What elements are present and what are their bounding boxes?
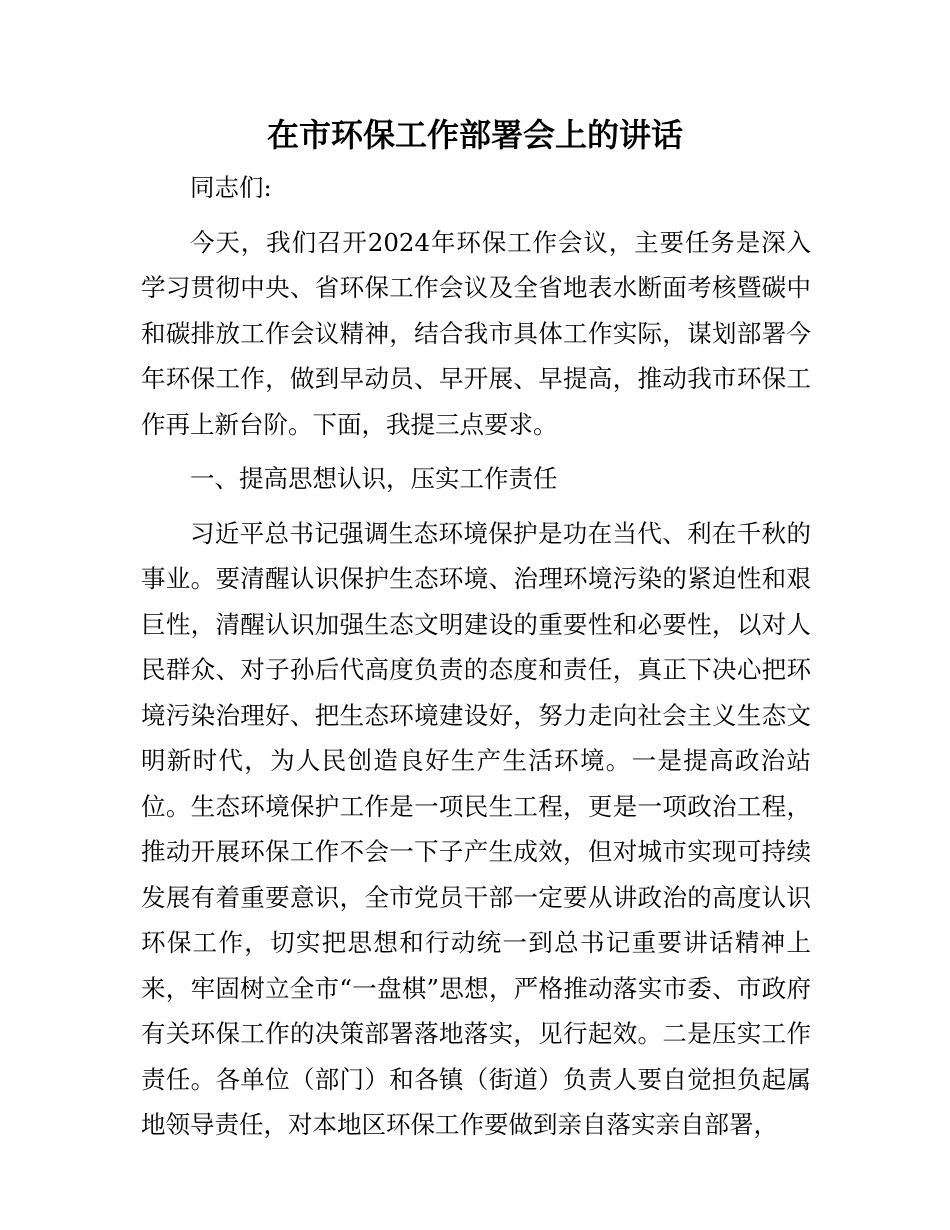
document-title: 在市环保工作部署会上的讲话 — [266, 116, 683, 154]
paragraph-intro: 今天，我们召开2024年环保工作会议，主要任务是深入学习贯彻中央、省环保工作会议及全省地表水断面考核暨碳中和碳排放工作会议精神，结合我市具体工作实际，谋划部署今年环保工作，做到早动员、早开展、早提高，推动我市环保工作再上新台阶。下面，我提三点要求。 — [141, 227, 811, 439]
document-body — [141, 165, 811, 1148]
section-heading-1: 一、提高思想认识，压实工作责任 — [190, 464, 558, 493]
greeting: 同志们: — [190, 173, 272, 202]
paragraph-section-1: 习近平总书记强调生态环境保护是功在当代、利在千秋的事业。要清醒认识保护生态环境、治理环境污染的紧迫性和艰巨性，清醒认识加强生态文明建设的重要性和必要性，以对人民群众、对子孙后代高度负责的态度和责任，真正下决心把环境污染治理好、把生态环境建设好，努力走向社会主义生态文明新时代，为人民创造良好生产生活环境。一是提高政治站位。生态环境保护工作是一项民生工程，更是一项政治工程，推动开展环保工作不会一下子产生成效，但对城市实现可持续发展有着重要意识，全市党员干部一定要从讲政治的高度认识环保工作，切实把思想和行动统一到总书记重要讲话精神上来，牢固树立全市“一盘棋”思想，严格推动落实市委、市政府有关环保工作的决策部署落地落实，见行起效。二是压实工作责任。各单位（部门）和各镇（街道）负责人要自觉担负起属地领导责任，对本地区环保工作要做到亲自落实亲自部署， — [141, 518, 811, 1139]
